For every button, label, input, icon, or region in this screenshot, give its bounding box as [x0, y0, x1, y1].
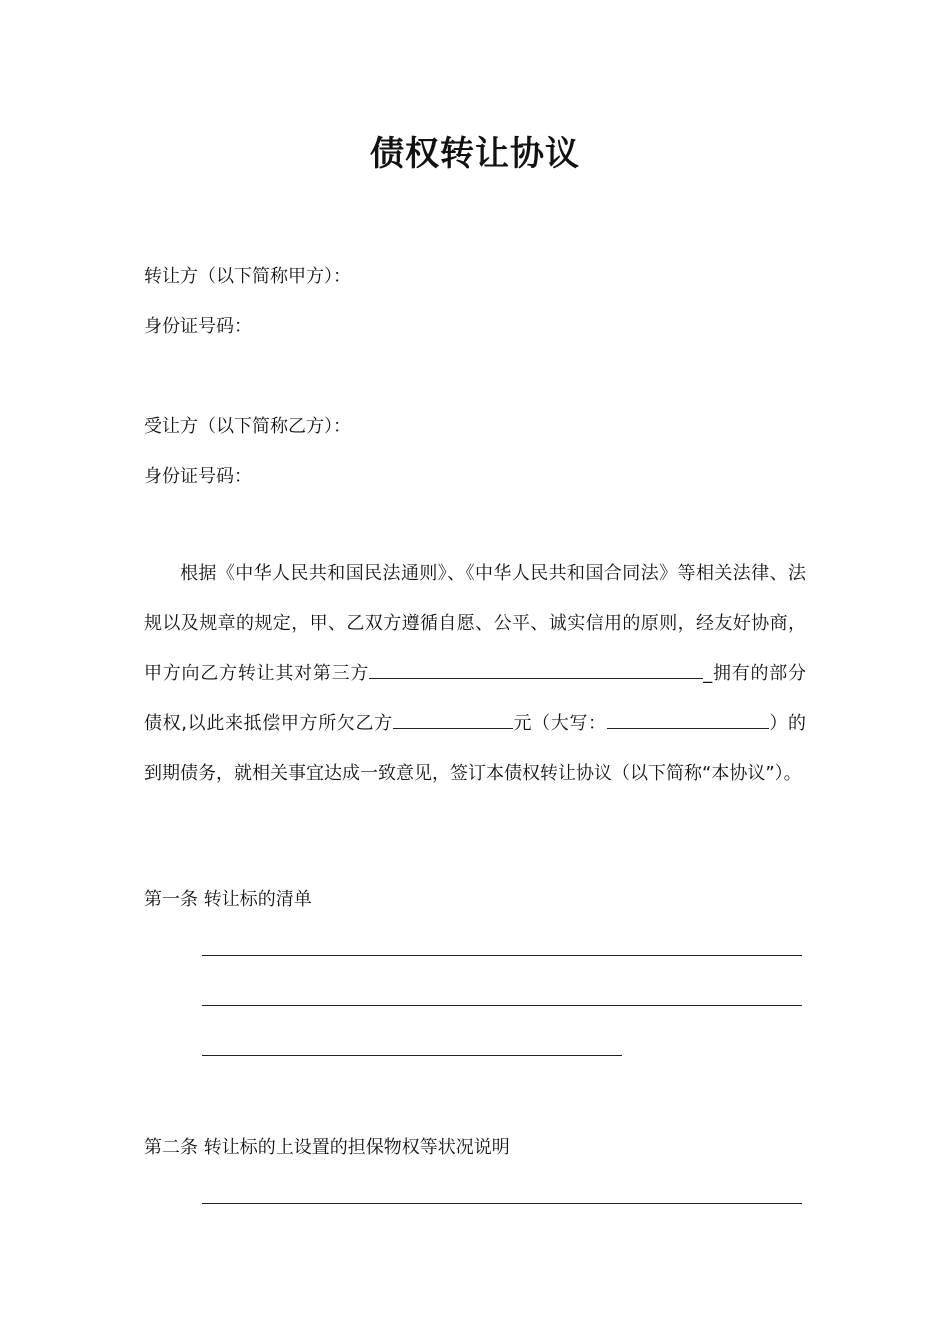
party-b-id-label: 身份证号码：: [144, 466, 252, 487]
preamble-paragraph: [144, 549, 806, 799]
preamble-text-2: _拥有的部分债权,以此来抵偿甲方所欠乙方: [144, 663, 807, 734]
preamble-text-4: ）的到期债务，就相关事宜达成一致意见，签订本债权转让协议（以下简称“本协议”）。: [144, 713, 806, 784]
preamble-text-3: 元（大写：: [512, 713, 607, 734]
amount-uppercase-blank-1[interactable]: [607, 710, 677, 729]
article-2-fill-line-1[interactable]: [202, 1203, 802, 1204]
article-2-heading: 第二条 转让标的上设置的担保物权等状况说明: [144, 1137, 510, 1158]
party-a-label: 转让方（以下简称甲方）：: [144, 266, 351, 287]
article-1-heading: 第一条 转让标的清单: [144, 889, 312, 910]
third-party-blank[interactable]: [369, 660, 703, 679]
party-a-id-label: 身份证号码：: [144, 316, 252, 337]
article-1-fill-line-1[interactable]: [202, 955, 802, 956]
amount-uppercase-blank-2[interactable]: [677, 710, 769, 729]
article-1-fill-line-3[interactable]: [202, 1055, 622, 1056]
preamble-text-1: 根据《中华人民共和国民法通则》、《中华人民共和国合同法》等相关法律、法规以及规章的规定，甲、乙双方遵循自愿、公平、诚实信用的原则，经友好协商，甲方向乙方转让其对第三方: [144, 563, 806, 684]
amount-blank[interactable]: [393, 710, 513, 729]
article-1-fill-line-2[interactable]: [202, 1005, 802, 1006]
document-title: 债权转让协议: [370, 134, 580, 174]
party-b-label: 受让方（以下简称乙方）：: [144, 416, 351, 437]
